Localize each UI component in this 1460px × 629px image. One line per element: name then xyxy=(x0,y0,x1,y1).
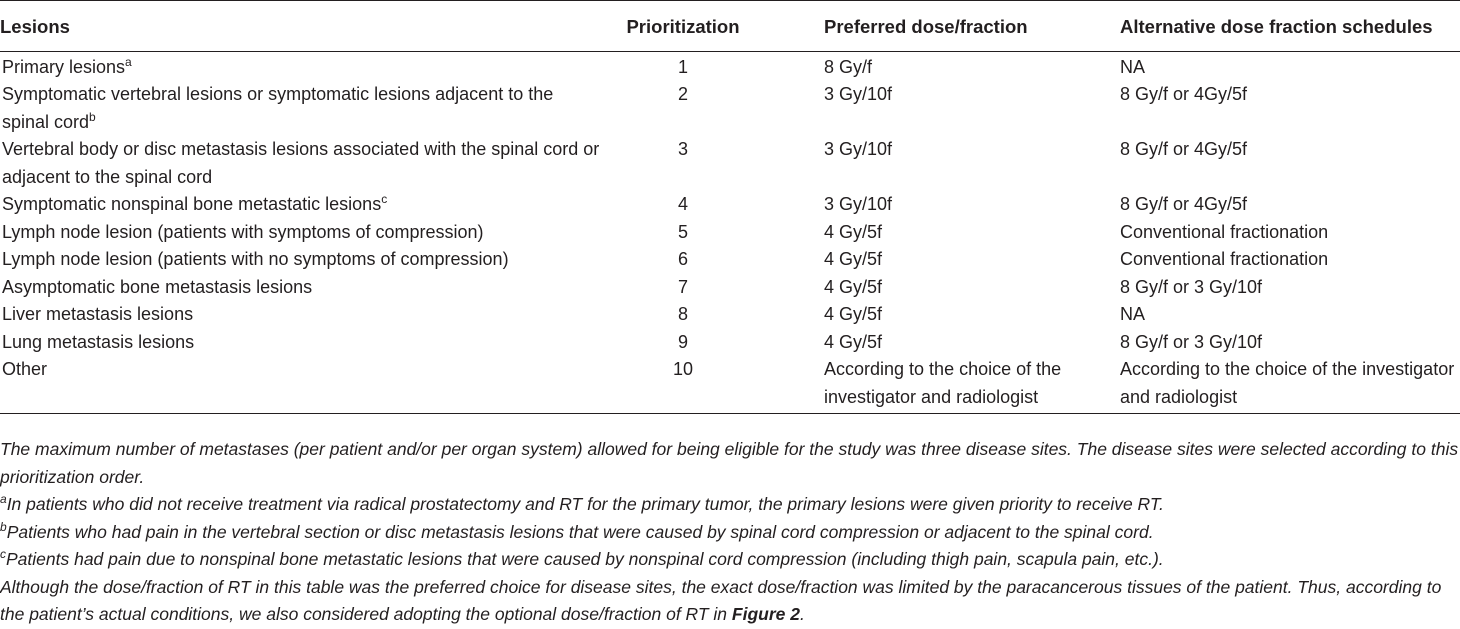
footnote-a-marker: a xyxy=(0,492,7,506)
alternative-cell: 8 Gy/f or 3 Gy/10f xyxy=(1120,331,1263,352)
priority-cell: 5 xyxy=(677,221,688,242)
lesion-cell: Primary lesions$^a$ xyxy=(2,54,132,77)
table-footnotes xyxy=(0,436,1460,629)
lesion-cell: Lymph node lesion (patients with no symptoms of compression) xyxy=(2,249,509,269)
table-row xyxy=(0,356,1460,414)
lesion-cell: Other xyxy=(0,356,604,414)
footnote-b: $^b$Patients who had pain in the vertebral section or disc metastasis lesions that were caused by spinal cord compression or adjacent to the spinal cord. xyxy=(0,519,1154,542)
lesion-cell: Symptomatic vertebral lesions or symptomatic lesions adjacent to the spinal cord$^b$ xyxy=(2,84,554,132)
alternative-cell: NA xyxy=(1120,304,1146,324)
header-alternative-schedules: Alternative dose fraction schedules xyxy=(1120,1,1460,52)
footnote-b-marker: b xyxy=(0,519,7,534)
header-prioritization: Prioritization xyxy=(604,1,762,52)
table-row xyxy=(0,301,1460,329)
table-row xyxy=(0,81,1460,136)
table-row xyxy=(0,51,1460,81)
priority-cell: 8 xyxy=(677,304,688,324)
table-row xyxy=(0,191,1460,219)
lesion-cell: Vertebral body or disc metastasis lesions associated with the spinal cord or adjacent to the spinal cord xyxy=(2,139,600,187)
table-header-row xyxy=(0,1,1460,52)
preferred-cell: 4 Gy/5f xyxy=(824,331,883,352)
preferred-cell: 4 Gy/5f xyxy=(824,249,883,269)
footnote-marker: a xyxy=(125,54,132,69)
priority-cell: 2 xyxy=(677,84,688,104)
table-row xyxy=(0,329,1460,357)
preferred-cell: 8 Gy/f xyxy=(824,56,873,77)
preferred-cell: 4 Gy/5f xyxy=(824,276,883,297)
lesion-cell: Lung metastasis lesions xyxy=(2,331,195,352)
priority-cell: 4 xyxy=(677,194,688,214)
preferred-cell: According to the choice of the investigator and radiologist xyxy=(762,356,1120,414)
preferred-cell: 3 Gy/10f xyxy=(824,84,893,104)
figure-2-link[interactable]: Figure 2 xyxy=(731,604,800,624)
header-preferred-dose: Preferred dose/fraction xyxy=(762,1,1120,52)
footnote-closing: Although the dose/fraction of RT in this table was the preferred choice for disease sites, the exact dose/fraction was limited by the paracancerous tissues of the patient. Thus, according to the patient’s actual conditions, we also considered adopting the optional dose/fraction of RT in Figure 2. xyxy=(0,576,1442,624)
footnote-marker: c xyxy=(381,192,388,206)
alternative-cell: 8 Gy/f or 4Gy/5f xyxy=(1120,139,1248,159)
table-row xyxy=(0,274,1460,302)
table-row xyxy=(0,246,1460,274)
preferred-cell: 3 Gy/10f xyxy=(824,139,893,159)
lesion-cell: Lymph node lesion (patients with symptoms of compression) xyxy=(2,221,484,242)
footnote-intro: The maximum number of metastases (per patient and/or per organ system) allowed for being eligible for the study was three disease sites. The disease sites were selected according to this prioritization order. xyxy=(0,439,1459,487)
priority-cell: 10 xyxy=(604,356,762,414)
preferred-cell: 4 Gy/5f xyxy=(824,221,883,242)
alternative-cell: Conventional fractionation xyxy=(1120,221,1329,242)
priority-cell: 6 xyxy=(677,249,688,269)
lesion-cell: Asymptomatic bone metastasis lesions xyxy=(2,276,313,297)
alternative-cell: 8 Gy/f or 3 Gy/10f xyxy=(1120,276,1263,297)
table-row xyxy=(0,136,1460,191)
alternative-cell: 8 Gy/f or 4Gy/5f xyxy=(1120,194,1248,214)
lesion-cell: Symptomatic nonspinal bone metastatic lesions$^c$ xyxy=(2,192,388,214)
header-lesions: Lesions xyxy=(0,1,604,52)
footnote-marker: b xyxy=(89,109,96,124)
priority-cell: 1 xyxy=(677,56,688,77)
alternative-cell: NA xyxy=(1120,56,1146,77)
footnote-c-marker: c xyxy=(0,547,6,561)
footnote-c: $^c$Patients had pain due to nonspinal bone metastatic lesions that were caused by nonspinal cord compression (including thigh pain, scapula pain, etc.). xyxy=(0,547,1164,569)
footnote-a: $^a$In patients who did not receive treatment via radical prostatectomy and RT for the primary tumor, the primary lesions were given priority to receive RT. xyxy=(0,492,1164,514)
preferred-cell: 4 Gy/5f xyxy=(824,304,883,324)
lesion-cell: Liver metastasis lesions xyxy=(2,304,194,324)
table-body xyxy=(0,51,1460,414)
alternative-cell: Conventional fractionation xyxy=(1120,249,1329,269)
alternative-cell: According to the choice of the investigator and radiologist xyxy=(1120,356,1460,414)
alternative-cell: 8 Gy/f or 4Gy/5f xyxy=(1120,84,1248,104)
priority-cell: 9 xyxy=(677,331,688,352)
preferred-cell: 3 Gy/10f xyxy=(824,194,893,214)
priority-cell: 3 xyxy=(677,139,688,159)
priority-cell: 7 xyxy=(677,276,688,297)
table-row xyxy=(0,219,1460,247)
